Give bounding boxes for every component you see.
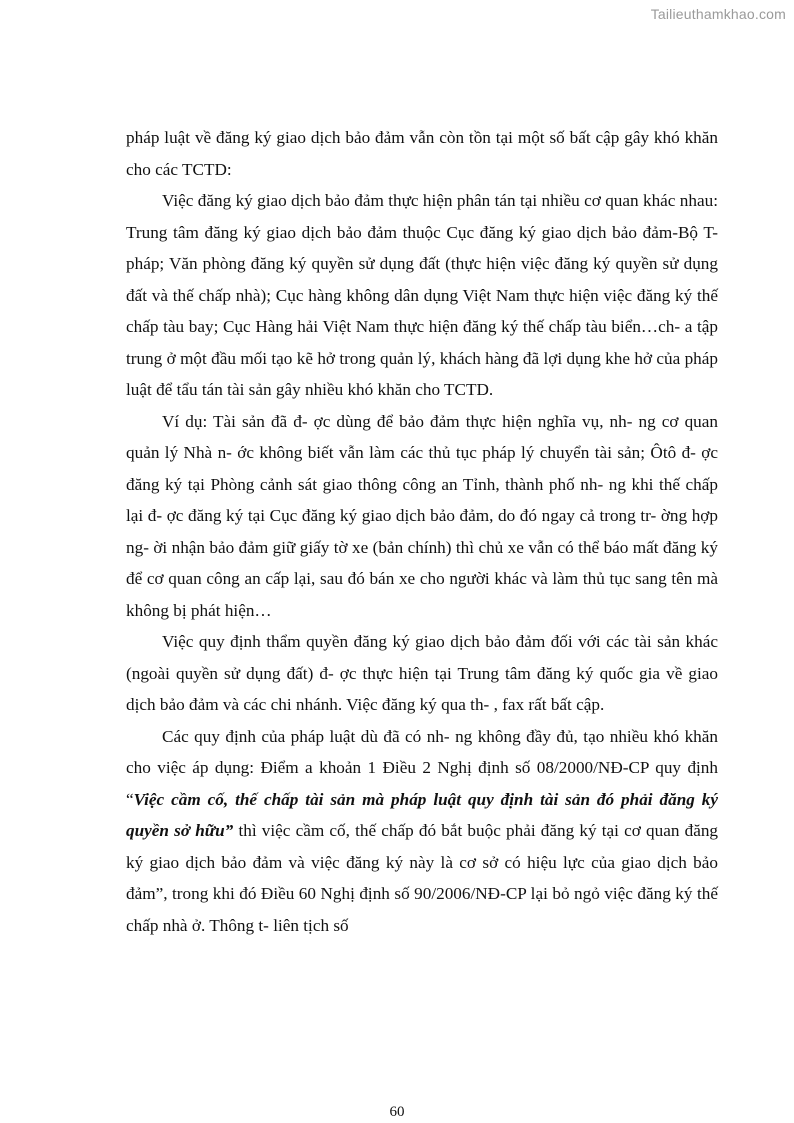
paragraph-1: pháp luật về đăng ký giao dịch bảo đảm vẫn còn tồn tại một số bất cập gây khó khăn cho các TCTD: <box>126 128 718 179</box>
paragraph-5-rest: thì việc cầm cố, thế chấp đó bắt buộc phải đăng ký tại cơ quan đăng ký giao dịch bảo đảm và việc đăng ký này là cơ sở có hiệu lực của giao dịch bảo đảm”, trong khi đó Điều 60 Nghị định số 90/2006/NĐ-CP lại bỏ ngỏ việc đăng ký thế chấp nhà ở. Thông t- liên tịch số <box>126 821 719 935</box>
paragraph-5-intro: Các quy định của pháp luật dù đã có nh- ng không đầy đủ, tạo nhiều khó khăn cho việc áp dụng: Điểm a khoản 1 Điều 2 Nghị định số 08/2000/NĐ-CP quy định “ <box>126 726 718 809</box>
page-number: 60 <box>389 1104 405 1120</box>
watermark-text: Tailieuthamkhao.com <box>650 6 786 22</box>
paragraph-3: Ví dụ: Tài sản đã đ- ợc dùng để bảo đảm thực hiện nghĩa vụ, nh- ng cơ quan quản lý Nhà n- ớc không biết vẫn làm các thủ tục pháp lý chuyển tài sản; Ôtô đ- ợc đăng ký tại Phòng cảnh sát giao thông công an Tỉnh, thành phố nh- ng khi thế chấp lại đ- ợc đăng ký tại Cục đăng ký giao dịch bảo đảm, do đó ngay cả trong tr- ờng hợp ng- ời nhận bảo đảm giữ giấy tờ xe (bản chính) thì chủ xe vẫn có thể báo mất đăng ký để cơ quan công an cấp lại, sau đó bán xe cho người khác và làm thủ tục sang tên mà không bị phát hiện… <box>126 411 718 620</box>
paragraph-5 <box>126 721 718 942</box>
quoted-regulation-emphasis: Việc cầm cố, thế chấp tài sản mà pháp luật quy định tài sản đó phải đăng ký quyền sở hữu” <box>126 789 718 840</box>
document-body <box>126 122 718 941</box>
paragraph-4: Việc quy định thẩm quyền đăng ký giao dịch bảo đảm đối với các tài sản khác (ngoài quyền sử dụng đất) đ- ợc thực hiện tại Trung tâm đăng ký quốc gia về giao dịch bảo đảm và các chi nhánh. Việc đăng ký qua th- , fax rất bất cập. <box>126 632 718 714</box>
paragraph-2: Việc đăng ký giao dịch bảo đảm thực hiện phân tán tại nhiều cơ quan khác nhau: Trung tâm đăng ký giao dịch bảo đảm thuộc Cục đăng ký giao dịch bảo đảm-Bộ T- pháp; Văn phòng đăng ký quyền sử dụng đất (thực hiện việc đăng ký quyền sử dụng đất và thế chấp nhà); Cục hàng không dân dụng Việt Nam thực hiện việc đăng ký thế chấp tàu bay; Cục Hàng hải Việt Nam thực hiện đăng ký thế chấp tàu biển…ch- a tập trung ở một đầu mối tạo kẽ hở trong quản lý, khách hàng đã lợi dụng khe hở của pháp luật để tẩu tán tài sản gây nhiều khó khăn cho TCTD. <box>126 191 718 399</box>
